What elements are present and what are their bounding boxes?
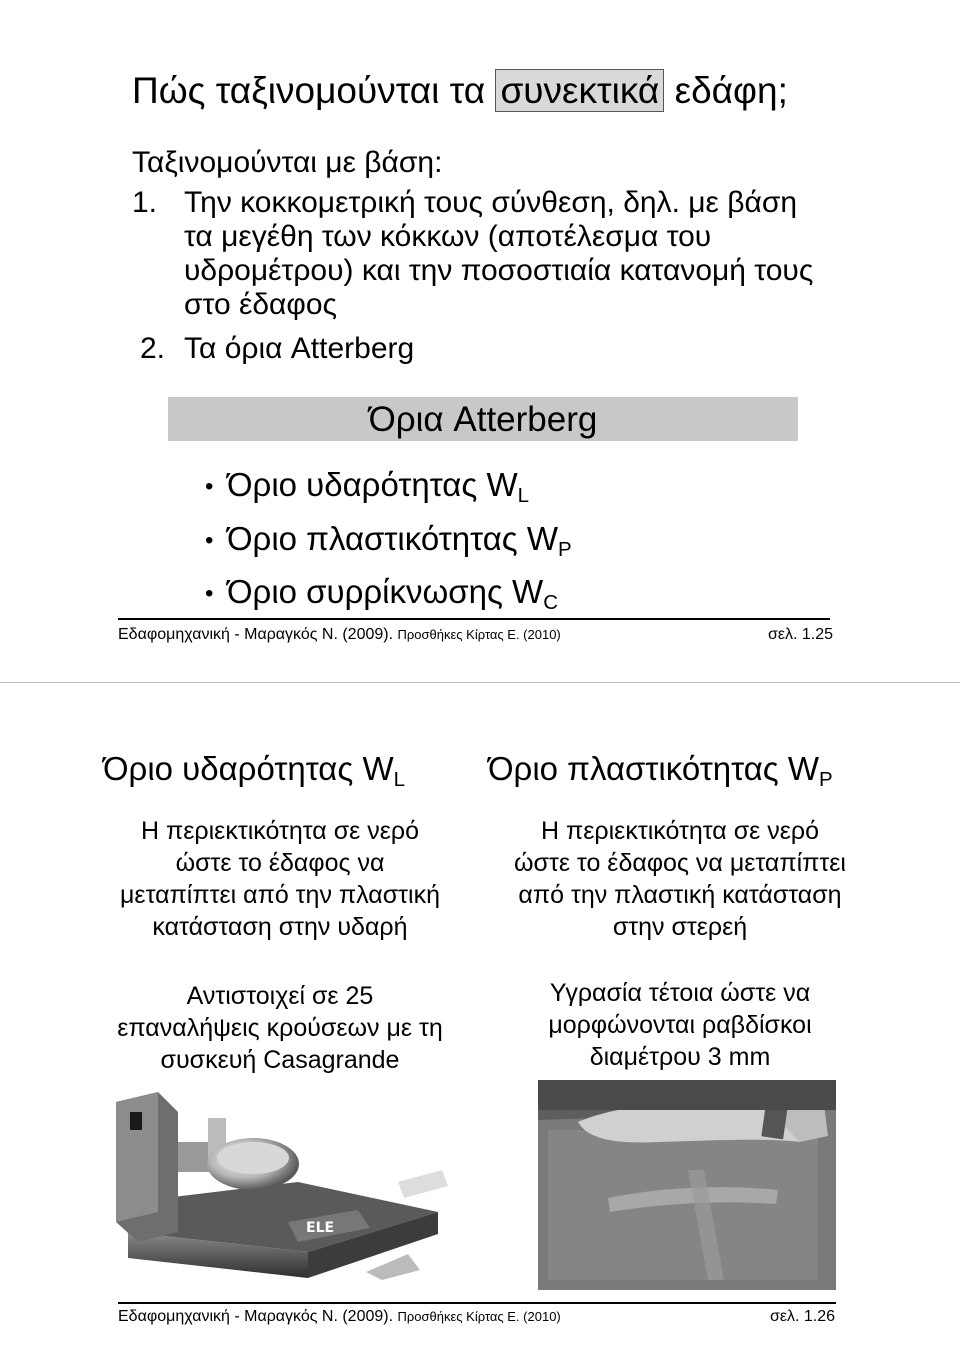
list-item-1-number: 1. — [132, 186, 158, 219]
left-note-line: συσκευή Casagrande — [160, 1046, 400, 1074]
footer-additions: Προσθήκες Κίρτας Ε. (2010) — [397, 627, 561, 642]
right-definition-line: από την πλαστική κατάσταση — [518, 881, 842, 909]
bullet-dot-icon: • — [205, 527, 214, 555]
slide1-title — [132, 70, 788, 112]
title-text-start: Πώς ταξινομούνται τα — [132, 70, 486, 111]
footer-rule — [118, 618, 830, 620]
right-note-line: μορφώνονται ραβδίσκοι — [548, 1011, 812, 1039]
bullet-subscript: P — [558, 538, 572, 562]
right-note-line: Υγρασία τέτοια ώστε να — [549, 979, 811, 1007]
footer-additions: Προσθήκες Κίρτας Ε. (2010) — [397, 1309, 561, 1324]
page-number: σελ. 1.25 — [768, 626, 834, 643]
footer-reference — [118, 626, 561, 644]
left-definition-line: Η περιεκτικότητα σε νερό — [141, 817, 419, 845]
left-heading-text: Όριο υδαρότητας W — [103, 750, 394, 787]
casagrande-device-illustration — [108, 1082, 470, 1282]
bullet-item — [205, 573, 558, 615]
left-definition-line: μεταπίπτει από την πλαστική — [120, 881, 440, 909]
casagrande-device-image — [108, 1082, 470, 1282]
footer-rule — [118, 1302, 836, 1304]
bullet-text: Όριο υδαρότητας W — [227, 466, 518, 503]
right-definition-line: στην στερεή — [612, 913, 748, 941]
left-note — [80, 980, 480, 1076]
section-band-title: Όρια Atterberg — [368, 400, 598, 439]
page-number: σελ. 1.26 — [770, 1308, 836, 1325]
list-item-1-line: στο έδαφος — [184, 288, 337, 321]
list-item-2: Τα όρια Atterberg — [184, 332, 415, 365]
footer-ref-text: Εδαφομηχανική - Μαραγκός Ν. (2009). — [118, 626, 394, 643]
right-heading — [488, 750, 833, 792]
list-item-2-number: 2. — [140, 332, 166, 365]
right-heading-subscript: P — [819, 768, 833, 792]
list-item-1-line: υδρομέτρου) και την ποσοστιαία κατανομή τους — [184, 254, 814, 287]
title-highlight: συνεκτικά — [495, 69, 664, 112]
right-definition-line: ώστε το έδαφος να μεταπίπτει — [514, 849, 846, 877]
plastic-limit-test-image — [538, 1080, 836, 1290]
left-heading — [103, 750, 405, 792]
bullet-dot-icon: • — [205, 473, 214, 501]
intro-text: Ταξινομούνται με βάση: — [132, 146, 443, 179]
right-note-line: διαμέτρου 3 mm — [589, 1043, 771, 1071]
footer-ref-text: Εδαφομηχανική - Μαραγκός Ν. (2009). — [118, 1308, 394, 1325]
left-definition-line: κατάσταση στην υδαρή — [152, 913, 408, 941]
left-note-line: Αντιστοιχεί σε 25 — [186, 982, 374, 1010]
right-note — [480, 977, 880, 1073]
page-divider — [0, 682, 960, 683]
hand-rolling-illustration — [538, 1080, 836, 1290]
bullet-text: Όριο πλαστικότητας W — [227, 520, 558, 557]
bullet-item — [205, 466, 529, 508]
device-brand-label: ELE — [306, 1220, 335, 1236]
bullet-text: Όριο συρρίκνωσης W — [227, 573, 544, 610]
bullet-dot-icon: • — [205, 580, 214, 608]
title-text-end: εδάφη; — [674, 70, 788, 111]
bullet-item — [205, 520, 572, 562]
right-definition-line: Η περιεκτικότητα σε νερό — [541, 817, 819, 845]
bullet-subscript: L — [517, 484, 529, 508]
left-definition — [90, 815, 470, 943]
bullet-subscript: C — [543, 591, 558, 615]
left-note-line: επαναλήψεις κρούσεων με τη — [117, 1014, 443, 1042]
right-heading-text: Όριο πλαστικότητας W — [488, 750, 819, 787]
left-heading-subscript: L — [393, 768, 405, 792]
right-definition — [480, 815, 880, 943]
left-definition-line: ώστε το έδαφος να — [175, 849, 385, 877]
list-item-1-line: τα μεγέθη των κόκκων (αποτέλεσμα του — [184, 220, 712, 253]
footer-reference — [118, 1308, 561, 1326]
list-item-1-line: Την κοκκομετρική τους σύνθεση, δηλ. με βάση — [184, 186, 798, 219]
list-item-1 — [184, 186, 884, 322]
